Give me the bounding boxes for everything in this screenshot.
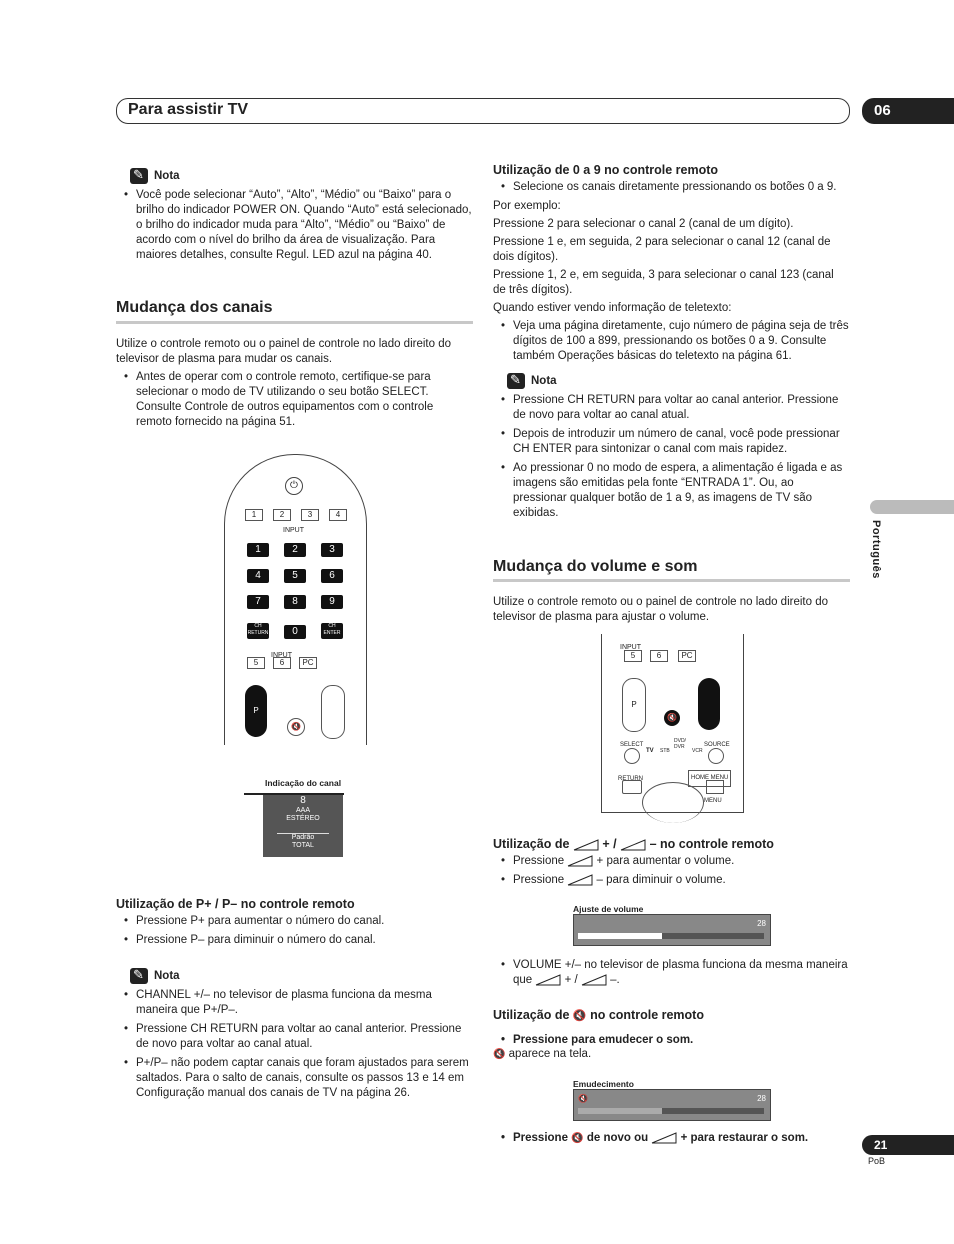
osd-name: AAA [295, 807, 310, 814]
restore-item-block [493, 1131, 853, 1150]
volume-icon [573, 838, 599, 852]
section-rule [116, 321, 473, 324]
p-plus-minus-list [116, 914, 472, 952]
p-plus-minus-title: Utilização de P+ / P– no controle remoto [116, 897, 355, 911]
note-item: • Você pode selecionar “Auto”, “Alto”, “Médio” ou “Baixo” para o brilho do indicador POWER ON. Quando “Auto” está selecionado, o brilho do indicador muda para “Alto”, “Médio” ou “Baixo” de acordo com o nível do brilho da área de visualização. Para maiores detalhes, consulte Regul. LED azul na página 40. [116, 188, 472, 263]
mute-icon: 🔇 [493, 1049, 506, 1060]
osd-mode1: Padrão [277, 833, 329, 842]
digit-7-button[interactable]: 7 [247, 595, 269, 609]
language-tab [870, 500, 954, 514]
note-icon [130, 968, 148, 984]
example-line: Pressione 1 e, em seguida, 2 para selecionar o canal 12 (canal de dois dígitos). [493, 236, 831, 263]
volume-icon [620, 838, 646, 852]
example-line: Por exemplo: [493, 200, 561, 212]
stb-label: STB [660, 748, 670, 754]
restore-mid: de novo ou [586, 1132, 649, 1144]
osd-caption: Indicação do canal [265, 778, 342, 788]
ch-return-button[interactable]: CH RETURN [247, 623, 269, 639]
mute-icon: 🔇 [572, 1010, 587, 1022]
input-3-button[interactable]: 3 [301, 509, 319, 521]
return-label: RETURN [618, 776, 643, 782]
input-label: INPUT [283, 527, 304, 534]
dvd-label: DVD/ DVR [674, 738, 686, 750]
input-4-button[interactable]: 4 [329, 509, 347, 521]
volume-value: 28 [757, 919, 766, 928]
note-item: • P+/P– não podem captar canais que foram ajustados para serem saltados. Para o salto de canais, consulte os passos 13 e 14 em Configuração manual dos canais de TV na página 26. [116, 1056, 472, 1101]
chapter-number: 06 [862, 98, 954, 124]
example-line: Pressione 1, 2 e, em seguida, 3 para selecionar o canal 123 (canal de três dígitos). [493, 269, 834, 296]
return-button[interactable] [622, 780, 642, 794]
tv-label: TV [646, 748, 654, 754]
mute-icon[interactable]: 🔇 [664, 710, 680, 726]
input2-label: INPUT [271, 652, 292, 659]
note-heading: Nota [154, 170, 180, 183]
mute-track [578, 1108, 764, 1114]
channel-osd [263, 795, 343, 857]
mute-icon[interactable]: 🔇 [287, 718, 305, 736]
osd-audio: ESTÉREO [286, 815, 320, 822]
ch-enter-button[interactable]: CH ENTER [321, 623, 343, 639]
note-item: • Ao pressionar 0 no modo de espera, a alimentação é ligada e as imagens são emitidas pela fonte “ENTRADA 1”. Ou, ao pressionar qualquer botão de 1 a 9, as imagens de TV são exibidas. [493, 461, 849, 521]
note-heading: Nota [154, 970, 180, 983]
digit-4-button[interactable]: 4 [247, 569, 269, 583]
note-item: • Pressione CH RETURN para voltar ao canal anterior. Pressione de novo para voltar ao canal atual. [116, 1022, 472, 1052]
digits-block [493, 180, 849, 368]
volume-note [493, 958, 849, 992]
example-line: Quando estiver vendo informação de teletexto: [493, 302, 732, 314]
mute-icon: 🔇 [571, 1133, 584, 1144]
note-icon [507, 373, 525, 389]
select-label: SELECT [620, 742, 644, 748]
page-code: PoB [868, 1156, 886, 1166]
mute-bar-caption: Emudecimento [573, 1079, 634, 1089]
volume-rocker[interactable] [698, 678, 720, 730]
mute-title-post: no controle remoto [590, 1008, 704, 1022]
volume-icon [581, 974, 607, 986]
note-block-1 [116, 168, 472, 267]
home-menu-label[interactable]: HOME MENU [688, 770, 731, 787]
item-post: –. [610, 974, 620, 986]
volume-bar-caption: Ajuste de volume [573, 904, 644, 914]
volume-osd [573, 914, 771, 946]
note-item: • Pressione CH RETURN para voltar ao canal anterior. Pressione de novo para voltar ao canal atual. [493, 393, 849, 423]
p-plus-item: • Pressione P+ para aumentar o número do canal. [116, 914, 472, 929]
power-icon: ⏻ [285, 477, 303, 495]
channel-rocker[interactable]: P [245, 685, 267, 737]
page-number: 21 [862, 1135, 954, 1155]
restore-item [493, 1131, 853, 1146]
teletext-item: • Veja uma página diretamente, cujo número de página seja de três dígitos de 100 a 899, pressionando os botões 0 a 9. Consulte também Operações básicas do teletexto na página 61. [493, 319, 849, 364]
p-minus-item: • Pressione P– para diminuir o número do canal. [116, 933, 472, 948]
channels-intro-block [116, 337, 472, 434]
note-item: • Depois de introduzir um número de canal, você pode pressionar CH ENTER para sintonizar o canal com mais rapidez. [493, 427, 849, 457]
volume-icon [567, 855, 593, 867]
item-pre: Pressione [513, 874, 565, 886]
volume-plasma-item [493, 958, 849, 988]
menu-button[interactable] [706, 780, 724, 794]
section-rule [493, 579, 850, 582]
note-icon [130, 168, 148, 184]
volume-track [578, 933, 764, 939]
volume-intro: Utilize o controle remoto ou o painel de controle no lado direito do televisor de plasma para ajustar o volume. [493, 596, 828, 623]
remote-illustration-2 [601, 634, 744, 813]
input-5-button[interactable]: 5 [624, 650, 642, 662]
digit-0-button[interactable]: 0 [284, 625, 306, 639]
source-label: SOURCE [704, 742, 730, 748]
mute-title-pre: Utilização de [493, 1008, 570, 1022]
item-pre: Pressione [513, 855, 565, 867]
note-heading: Nota [531, 375, 557, 388]
volume-title [493, 836, 849, 852]
digit-9-button[interactable]: 9 [321, 595, 343, 609]
volume-icon [651, 1132, 677, 1144]
select-button[interactable] [624, 748, 640, 764]
digit-2-button[interactable]: 2 [284, 543, 306, 557]
item-mid: + / [564, 974, 578, 986]
input-pc-button[interactable]: PC [678, 650, 696, 662]
section-title-volume: Mudança do volume e som [493, 558, 698, 575]
menu-label: MENU [704, 798, 722, 804]
input-2-button[interactable]: 2 [273, 509, 291, 521]
volume-fill [578, 933, 662, 939]
select-mode-item: • Antes de operar com o controle remoto, certifique-se para selecionar o modo de TV utilizando o seu botão SELECT. Consulte Controle de outros equipamentos com o controle remoto fornecido na página 51. [116, 370, 472, 430]
volume-title-post: – no controle remoto [649, 837, 774, 851]
input-6-button[interactable]: 6 [273, 657, 291, 669]
note-item: • CHANNEL +/– no televisor de plasma funciona da mesma maneira que P+/P–. [116, 988, 472, 1018]
digits-title: Utilização de 0 a 9 no controle remoto [493, 163, 719, 177]
mute-osd-icon: 🔇 [578, 1094, 588, 1103]
channel-rocker[interactable]: P [622, 678, 646, 732]
input-label: INPUT [620, 644, 641, 651]
input-6-button[interactable]: 6 [650, 650, 668, 662]
navigation-ring[interactable] [642, 782, 704, 823]
mute-item: • Pressione para emudecer o som. [493, 1033, 849, 1048]
example-line: Pressione 2 para selecionar o canal 2 (canal de um dígito). [493, 218, 794, 230]
item-post: + para aumentar o volume. [596, 855, 735, 867]
volume-title-pre: Utilização de [493, 837, 570, 851]
restore-post: + para restaurar o som. [680, 1132, 809, 1144]
mute-fill [578, 1108, 662, 1114]
volume-up-item [493, 854, 849, 869]
digit-3-button[interactable]: 3 [321, 543, 343, 557]
mute-title [493, 1007, 704, 1024]
section-title-channels: Mudança dos canais [116, 299, 273, 316]
digit-5-button[interactable]: 5 [284, 569, 306, 583]
mute-line [493, 1047, 591, 1062]
source-button[interactable] [708, 748, 724, 764]
vcr-label: VCR [692, 748, 703, 754]
page-title: Para assistir TV [128, 101, 249, 118]
mute-value: 28 [757, 1094, 766, 1103]
volume-rocker[interactable] [321, 685, 345, 739]
channels-intro: Utilize o controle remoto ou o painel de controle no lado direito do televisor de plasma para mudar os canais. [116, 338, 451, 365]
volume-down-item [493, 873, 849, 888]
input-1-button[interactable]: 1 [245, 509, 263, 521]
digit-6-button[interactable]: 6 [321, 569, 343, 583]
remote-illustration [224, 454, 367, 745]
digits-item: • Selecione os canais diretamente pressionando os botões 0 a 9. [493, 180, 849, 195]
mute-line-text: aparece na tela. [508, 1048, 592, 1060]
digit-1-button[interactable]: 1 [247, 543, 269, 557]
volume-icon [535, 974, 561, 986]
input-pc-button[interactable]: PC [299, 657, 317, 669]
volume-list [493, 854, 849, 892]
volume-title-mid: + / [602, 837, 617, 851]
item-pre: VOLUME +/– no televisor de plasma funciona da mesma maneira que [513, 959, 848, 986]
language-label: Português [870, 520, 882, 579]
osd-channel: 8 [300, 795, 306, 806]
volume-icon [567, 874, 593, 886]
note-block-2 [116, 968, 472, 1105]
item-post: – para diminuir o volume. [596, 874, 726, 886]
input-5-button[interactable]: 5 [247, 657, 265, 669]
note-block-3 [493, 373, 849, 525]
restore-pre: Pressione [513, 1132, 568, 1144]
osd-mode2: TOTAL [292, 842, 314, 849]
mute-osd [573, 1089, 771, 1121]
digit-8-button[interactable]: 8 [284, 595, 306, 609]
